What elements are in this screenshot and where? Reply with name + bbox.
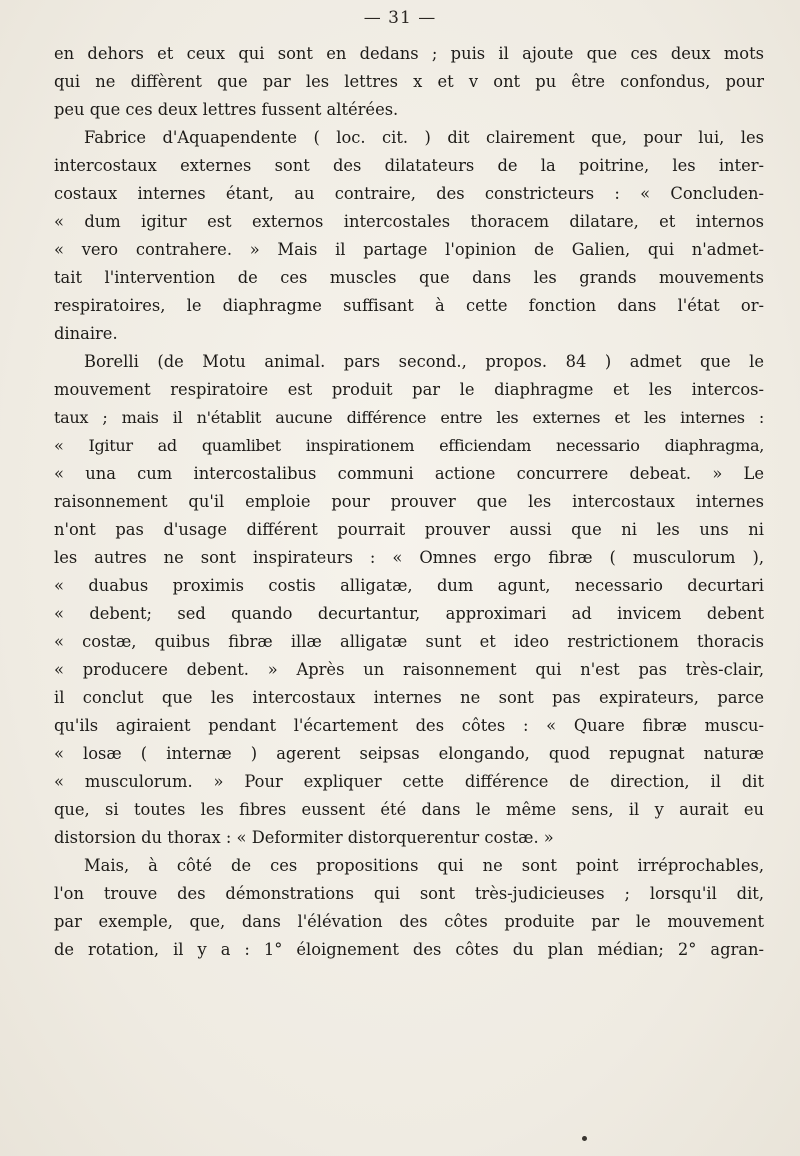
- text-line: Fabrice d'Aquapendente ( loc. cit. ) dit clairement que, pour lui, les: [84, 128, 764, 147]
- text-line: costaux internes étant, au contraire, des constricteurs : « Concluden-: [54, 184, 764, 203]
- text-line: peu que ces deux lettres fussent altérées.: [54, 100, 399, 119]
- text-line: l'on trouve des démonstrations qui sont très-judicieuses ; lorsqu'il dit,: [54, 884, 764, 903]
- text-line: « debent; sed quando decurtantur, approximari ad invicem debent: [54, 604, 764, 623]
- text-line: « musculorum. » Pour expliquer cette différence de direction, il dit: [54, 772, 764, 791]
- text-line: qui ne diffèrent que par les lettres x et v ont pu être confondus, pour: [54, 72, 764, 91]
- text-line: en dehors et ceux qui sont en dedans ; puis il ajoute que ces deux mots: [54, 44, 764, 63]
- text-line: « losæ ( internæ ) agerent seipsas elongando, quod repugnat naturæ: [54, 744, 764, 763]
- text-line: que, si toutes les fibres eussent été dans le même sens, il y aurait eu: [54, 800, 764, 819]
- text-line: « una cum intercostalibus communi actione concurrere debeat. » Le: [54, 464, 764, 483]
- text-line: qu'ils agiraient pendant l'écartement des côtes : « Quare fibræ muscu-: [54, 716, 764, 735]
- text-line: dinaire.: [54, 324, 118, 343]
- text-line: il conclut que les intercostaux internes ne sont pas expirateurs, parce: [54, 688, 764, 707]
- text-line: taux ; mais il n'établit aucune différence entre les externes et les internes :: [54, 408, 764, 427]
- text-line: « duabus proximis costis alligatæ, dum agunt, necessario decurtari: [54, 576, 764, 595]
- text-line: tait l'intervention de ces muscles que dans les grands mouvements: [54, 268, 764, 287]
- text-line: « vero contrahere. » Mais il partage l'opinion de Galien, qui n'admet-: [54, 240, 764, 259]
- text-line: les autres ne sont inspirateurs : « Omnes ergo fibræ ( musculorum ),: [54, 548, 764, 567]
- text-line: « dum igitur est externos intercostales thoracem dilatare, et internos: [54, 212, 764, 231]
- text-line: « Igitur ad quamlibet inspirationem efficiendam necessario diaphragma,: [54, 436, 764, 455]
- text-line: « producere debent. » Après un raisonnement qui n'est pas très-clair,: [54, 660, 764, 679]
- ink-speck: [582, 1136, 587, 1141]
- text-line: par exemple, que, dans l'élévation des côtes produite par le mouvement: [54, 912, 764, 931]
- text-line: raisonnement qu'il emploie pour prouver que les intercostaux internes: [54, 492, 764, 511]
- body-text: [54, 40, 764, 964]
- text-line: mouvement respiratoire est produit par le diaphragme et les intercos-: [54, 380, 764, 399]
- text-line: intercostaux externes sont des dilatateurs de la poitrine, les inter-: [54, 156, 764, 175]
- page-number: — 31 —: [363, 8, 437, 28]
- text-line: Borelli (de Motu animal. pars second., propos. 84 ) admet que le: [84, 352, 764, 371]
- text-line: « costæ, quibus fibræ illæ alligatæ sunt et ideo restrictionem thoracis: [54, 632, 764, 651]
- text-line: respiratoires, le diaphragme suffisant à cette fonction dans l'état or-: [54, 296, 764, 315]
- text-line: de rotation, il y a : 1° éloignement des côtes du plan médian; 2° agran-: [54, 940, 764, 959]
- text-line: distorsion du thorax : « Deformiter distorquerentur costæ. »: [54, 828, 554, 847]
- text-line: Mais, à côté de ces propositions qui ne sont point irréprochables,: [84, 856, 764, 875]
- text-line: n'ont pas d'usage différent pourrait prouver aussi que ni les uns ni: [54, 520, 764, 539]
